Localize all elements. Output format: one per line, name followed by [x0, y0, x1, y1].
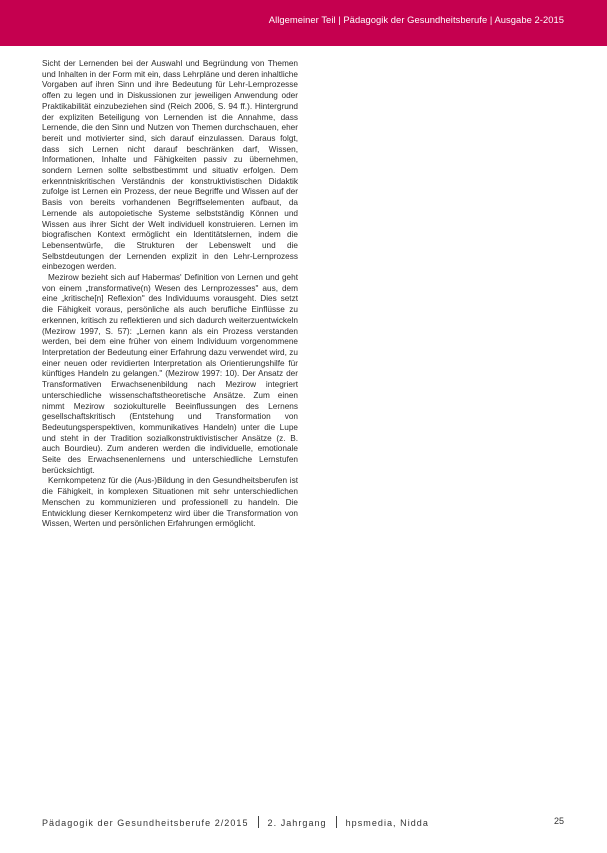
body-paragraph: Mezirow bezieht sich auf Habermas' Definition von Lernen und geht von einem „transformative(n) Wesen des Lernprozesses" aus, dem eine „kritische[n] Reflexion" des Individuums vorausgeht. Dies setzt die Fähigkeit voraus, persönliche als auch berufliche Einflüsse zu erkennen, kritisch zu reflektieren und sich dadurch weiterzuentwickeln (Mezirow 1997, S. 57): „Lernen kann als ein Prozess verstanden werden, bei dem eine früher von einem Individuum vorgenommene Interpretation der Bedeutung einer Erfahrung dazu verwendet wird, zu einer neuen oder revidierten Interpretation als Orientierungshilfe für künftiges Handeln zu gelangen." (Mezirow 1997: 10). Der Ansatz der Transformativen Erwachsenenbildung nach Mezirow integriert unterschiedliche wissenschaftstheoretische Ansätze. Zum einen nimmt Mezirow soziokulturelle Beeinflussungen des Lernens gesellschaftskritisch (Entstehung und Transformation von Bedeutungsperspektiven, kommunikatives Handeln) unter die Lupe und steht in der Tradition sozialkonstruktivistischer Ansätze (z. B. auch Bourdieu). Zum anderen werden die individuelle, emotionale Seite des Erwachsenenlernens und unterschiedliche Lernstufen berücksichtigt.: [42, 273, 298, 475]
page-number: 25: [553, 816, 564, 826]
footer-volume: 2. Jahrgang: [267, 818, 327, 828]
page-footer: [42, 816, 564, 828]
footer-separator: [258, 816, 259, 828]
article-body: [42, 59, 298, 530]
footer-publisher: hpsmedia, Nidda: [345, 818, 429, 828]
body-paragraph: Kernkompetenz für die (Aus-)Bildung in den Gesundheitsberufen ist die Fähigkeit, in komplexen Situationen mit sehr unterschiedlichen Menschen zu kommunizieren und professionell zu handeln. Die Entwicklung dieser Kernkompetenz wird über die Transformation von Wissen, Werten und persönlichen Erfahrungen ermöglicht.: [42, 476, 298, 529]
footer-journal: Pädagogik der Gesundheitsberufe 2/2015: [42, 818, 249, 828]
body-paragraph: Sicht der Lernenden bei der Auswahl und Begründung von Themen und Inhalten in der Form mit ein, dass Lehrpläne und deren inhaltliche Vorgaben auf ihren Sinn und ihre Bedeutung für Lehr-Lernprozesse offen zu legen und in Diskussionen zur jeweiligen Anwendung oder Praktikabilität einzubeziehen sind (Reich 2006, S. 94 ff.). Hintergrund der expliziten Beteiligung von Lernenden ist die Annahme, dass Lernende, die den Sinn und Nutzen von Themen durchschauen, eher bereit und motivierter sind, sich darauf einzulassen. Daraus folgt, dass sich Lernen nicht darauf beschränken darf, Wissen, Informationen, Inhalte und Fähigkeiten passiv zu übernehmen, sondern Lernen sollte selbstbestimmt und situativ erfolgen. Dem erkenntniskritischen Verständnis der konstruktivistischen Didaktik zufolge ist Lernen ein Prozess, der neue Begriffe und Wissen auf der Basis von bereits vorhandenen Begriffselementen aufbaut, da Lernende als autopoietische Systeme selbstständig Können und Wissen aus ihrer Sicht der Welt individuell konstruieren. Lernen im biografischen Kontext ermöglicht ein Identitätslernen, indem die Lebensentwürfe, die Strukturen der Lebenswelt und die Selbstdeutungen der Lernenden explizit in den Lehr-Lernprozess einbezogen werden.: [42, 59, 298, 272]
running-head: Allgemeiner Teil | Pädagogik der Gesundheitsberufe | Ausgabe 2-2015: [268, 14, 564, 25]
footer-info: [42, 816, 429, 828]
header-bar: [0, 0, 607, 46]
footer-separator: [336, 816, 337, 828]
